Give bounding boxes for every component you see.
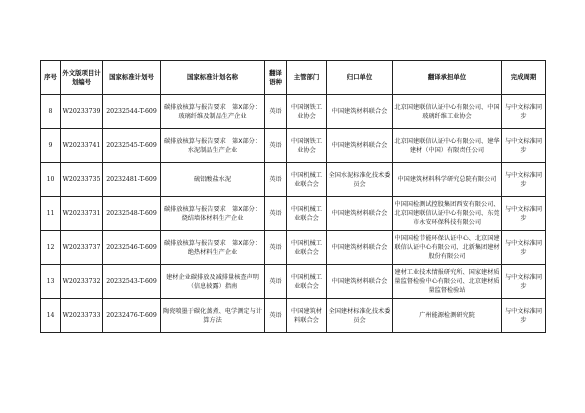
cell-seq: 9: [41, 129, 61, 163]
standards-table: [40, 60, 546, 333]
table-row: [41, 197, 546, 231]
cell-plan-no: 20232548-T-609: [103, 197, 161, 231]
cell-seq: 14: [41, 299, 61, 333]
cell-translator: 建材工业技术情报研究所、国家建材质量监督检验中心有限公司、北京建材质量监督检验站: [393, 265, 502, 299]
cell-period: 与中文标准同步: [502, 265, 546, 299]
cell-period: 与中文标准同步: [502, 95, 546, 129]
header-translator: 翻译承担单位: [393, 61, 502, 95]
header-department: 主管部门: [287, 61, 327, 95]
cell-seq: 13: [41, 265, 61, 299]
cell-foreign-no: W20233739: [61, 95, 103, 129]
cell-foreign-no: W20233732: [61, 265, 103, 299]
cell-language: 英语: [265, 265, 287, 299]
table-row: [41, 231, 546, 265]
cell-plan-name: 碳排放核算与报告要求 第X部分：绝热材料生产企业: [161, 231, 265, 265]
cell-language: 英语: [265, 299, 287, 333]
cell-unit: 中国建筑材料联合会: [327, 197, 393, 231]
cell-language: 英语: [265, 163, 287, 197]
cell-period: 与中文标准同步: [502, 163, 546, 197]
cell-plan-name: 建材企业碳排放及减排量核查声明（信息披露）指南: [161, 265, 265, 299]
cell-translator: 中国国检测试控股集团西安有限公司、北京国建联信认证中心有限公司、东莞市永安环保科技有限公司: [393, 197, 502, 231]
cell-translator: 北京国建联信认证中心有限公司、中国玻璃纤维工业协会: [393, 95, 502, 129]
header-row: [41, 61, 546, 95]
header-unit: 归口单位: [327, 61, 393, 95]
cell-seq: 12: [41, 231, 61, 265]
cell-period: 与中文标准同步: [502, 299, 546, 333]
cell-plan-name: 碳排放核算与报告要求 第X部分：玻璃纤维及制品生产企业: [161, 95, 265, 129]
cell-unit: 中国建筑材料联合会: [327, 265, 393, 299]
header-plan-name: 国家标准计划名称: [161, 61, 265, 95]
cell-plan-name: 硫铝酸盐水泥: [161, 163, 265, 197]
cell-plan-name: 碳排放核算与报告要求 第X部分：烧结墙体材料生产企业: [161, 197, 265, 231]
header-seq: 序号: [41, 61, 61, 95]
cell-language: 英语: [265, 129, 287, 163]
cell-plan-no: 20232545-T-609: [103, 129, 161, 163]
table-row: [41, 299, 546, 333]
cell-department: 中国钢铁工业协会: [287, 95, 327, 129]
cell-plan-no: 20232544-T-609: [103, 95, 161, 129]
cell-period: 与中文标准同步: [502, 129, 546, 163]
cell-translator: 北京国建联信认证中心有限公司、建华建材（中国）有限责任公司: [393, 129, 502, 163]
cell-unit: 中国建筑材料联合会: [327, 95, 393, 129]
cell-period: 与中文标准同步: [502, 231, 546, 265]
cell-plan-no: 20232543-T-609: [103, 265, 161, 299]
cell-seq: 8: [41, 95, 61, 129]
cell-language: 英语: [265, 231, 287, 265]
cell-foreign-no: W20233735: [61, 163, 103, 197]
cell-department: 中国机械工业联合会: [287, 231, 327, 265]
cell-foreign-no: W20233741: [61, 129, 103, 163]
cell-translator: 广州能源检测研究院: [393, 299, 502, 333]
cell-plan-name: 陶瓷喷墨于碳化蒸煮、电学测定与计算方法: [161, 299, 265, 333]
cell-foreign-no: W20233737: [61, 231, 103, 265]
cell-translator: 中国建筑材料科学研究总院有限公司: [393, 163, 502, 197]
header-language: 翻译语种: [265, 61, 287, 95]
cell-unit: 中国建筑材料联合会: [327, 231, 393, 265]
cell-department: 中国机械工业联合会: [287, 197, 327, 231]
cell-seq: 10: [41, 163, 61, 197]
cell-period: 与中文标准同步: [502, 197, 546, 231]
cell-seq: 11: [41, 197, 61, 231]
cell-plan-no: 20232546-T-609: [103, 231, 161, 265]
cell-translator: 中国国检节能环保认证中心、北京国建联信认证中心有限公司、北新集团建材股份有限公司: [393, 231, 502, 265]
cell-department: 中国机械工业联合会: [287, 265, 327, 299]
cell-unit: 中国建筑材料联合会: [327, 129, 393, 163]
cell-department: 中国钢铁工业协会: [287, 129, 327, 163]
header-plan-no: 国家标准计划号: [103, 61, 161, 95]
table-row: [41, 163, 546, 197]
cell-department: 中国建筑材料联合会: [287, 299, 327, 333]
cell-plan-no: 20232476-T-609: [103, 299, 161, 333]
cell-foreign-no: W20233733: [61, 299, 103, 333]
table-row: [41, 265, 546, 299]
header-foreign-no: 外文版项目计划编号: [61, 61, 103, 95]
cell-plan-name: 碳排放核算与报告要求 第X部分：水泥制品生产企业: [161, 129, 265, 163]
cell-language: 英语: [265, 95, 287, 129]
cell-plan-no: 20232481-T-609: [103, 163, 161, 197]
table-row: [41, 129, 546, 163]
cell-unit: 全国建材标准化技术委员会: [327, 299, 393, 333]
cell-department: 中国机械工业联合会: [287, 163, 327, 197]
table-row: [41, 95, 546, 129]
cell-foreign-no: W20233731: [61, 197, 103, 231]
cell-language: 英语: [265, 197, 287, 231]
cell-unit: 全国水泥标准化技术委员会: [327, 163, 393, 197]
header-period: 完成周期: [502, 61, 546, 95]
